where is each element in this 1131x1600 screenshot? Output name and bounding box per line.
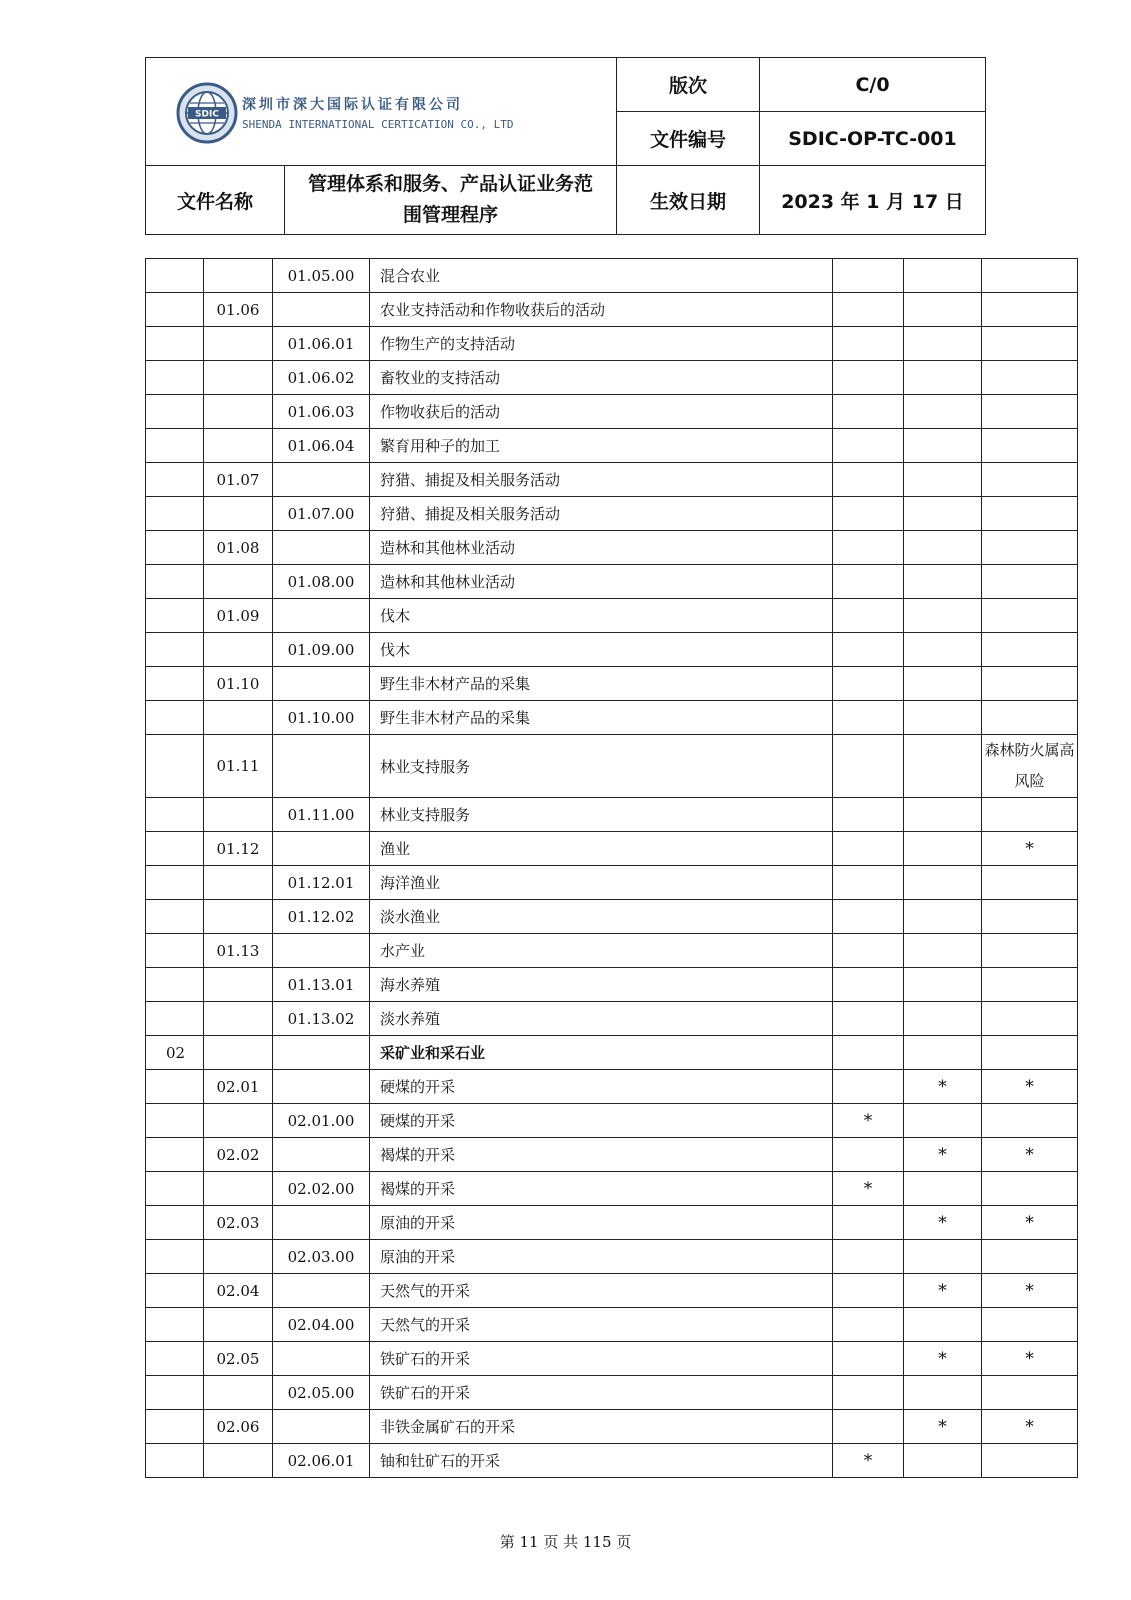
division-code — [204, 633, 273, 667]
company-logo-cell — [146, 58, 617, 166]
table-row — [146, 565, 1078, 599]
section-code — [146, 798, 204, 832]
mark-col-1 — [833, 565, 904, 599]
section-code — [146, 1002, 204, 1036]
division-code — [204, 1104, 273, 1138]
table-row — [146, 1308, 1078, 1342]
class-code: 01.07.00 — [273, 497, 370, 531]
page-footer: 第 11 页 共 115 页 — [499, 1533, 632, 1551]
mark-col-2: * — [904, 1342, 982, 1376]
mark-col-2 — [904, 497, 982, 531]
mark-col-1 — [833, 798, 904, 832]
division-code — [204, 1240, 273, 1274]
mark-col-2: * — [904, 1138, 982, 1172]
table-row — [146, 1002, 1078, 1036]
section-code: 02 — [146, 1036, 204, 1070]
section-code — [146, 1410, 204, 1444]
table-row — [146, 463, 1078, 497]
mark-col-1 — [833, 667, 904, 701]
section-code — [146, 1274, 204, 1308]
mark-col-3 — [982, 429, 1078, 463]
mark-col-2 — [904, 735, 982, 798]
mark-col-1 — [833, 463, 904, 497]
mark-col-1 — [833, 1206, 904, 1240]
class-code: 01.11.00 — [273, 798, 370, 832]
docname-label: 文件名称 — [146, 166, 285, 235]
class-code — [273, 735, 370, 798]
table-row — [146, 866, 1078, 900]
division-code — [204, 361, 273, 395]
mark-col-3 — [982, 667, 1078, 701]
division-code — [204, 968, 273, 1002]
mark-col-2 — [904, 866, 982, 900]
class-code — [273, 667, 370, 701]
mark-col-2 — [904, 463, 982, 497]
activity-name: 野生非木材产品的采集 — [370, 667, 833, 701]
class-code: 01.05.00 — [273, 259, 370, 293]
mark-col-1 — [833, 1070, 904, 1104]
docno-value: SDIC-OP-TC-001 — [760, 112, 986, 166]
division-code: 02.04 — [204, 1274, 273, 1308]
table-row — [146, 667, 1078, 701]
class-code — [273, 1342, 370, 1376]
activity-name: 农业支持活动和作物收获后的活动 — [370, 293, 833, 327]
mark-col-1 — [833, 1410, 904, 1444]
activity-name: 造林和其他林业活动 — [370, 531, 833, 565]
activity-name: 伐木 — [370, 633, 833, 667]
activity-name: 原油的开采 — [370, 1240, 833, 1274]
activity-name: 天然气的开采 — [370, 1274, 833, 1308]
table-row — [146, 832, 1078, 866]
mark-col-3 — [982, 1172, 1078, 1206]
mark-col-1 — [833, 1138, 904, 1172]
activity-name: 铀和钍矿石的开采 — [370, 1444, 833, 1478]
activity-name: 铁矿石的开采 — [370, 1376, 833, 1410]
section-code — [146, 463, 204, 497]
class-code: 02.03.00 — [273, 1240, 370, 1274]
class-code: 01.06.04 — [273, 429, 370, 463]
division-code: 02.03 — [204, 1206, 273, 1240]
class-code: 02.02.00 — [273, 1172, 370, 1206]
table-row — [146, 1410, 1078, 1444]
mark-col-2 — [904, 1308, 982, 1342]
activity-name: 混合农业 — [370, 259, 833, 293]
mark-col-3 — [982, 463, 1078, 497]
division-code — [204, 395, 273, 429]
mark-col-3: * — [982, 1342, 1078, 1376]
mark-col-3: * — [982, 1410, 1078, 1444]
section-code — [146, 395, 204, 429]
mark-col-3 — [982, 968, 1078, 1002]
mark-col-3 — [982, 599, 1078, 633]
mark-col-3 — [982, 395, 1078, 429]
table-row — [146, 293, 1078, 327]
activity-name: 淡水养殖 — [370, 1002, 833, 1036]
mark-col-3 — [982, 1036, 1078, 1070]
mark-col-3: 森林防火属高风险 — [982, 735, 1078, 798]
class-code — [273, 1138, 370, 1172]
mark-col-3 — [982, 934, 1078, 968]
activity-name: 原油的开采 — [370, 1206, 833, 1240]
mark-col-2 — [904, 395, 982, 429]
mark-col-2 — [904, 293, 982, 327]
division-code: 01.08 — [204, 531, 273, 565]
division-code — [204, 259, 273, 293]
mark-col-2 — [904, 1444, 982, 1478]
class-code: 02.04.00 — [273, 1308, 370, 1342]
class-code — [273, 1410, 370, 1444]
section-code — [146, 497, 204, 531]
mark-col-3 — [982, 798, 1078, 832]
mark-col-2: * — [904, 1206, 982, 1240]
table-row — [146, 1036, 1078, 1070]
mark-col-2 — [904, 259, 982, 293]
division-code — [204, 1444, 273, 1478]
table-row — [146, 633, 1078, 667]
table-row — [146, 1104, 1078, 1138]
mark-col-1 — [833, 293, 904, 327]
table-row — [146, 1070, 1078, 1104]
division-code: 01.09 — [204, 599, 273, 633]
section-code — [146, 361, 204, 395]
mark-col-3 — [982, 293, 1078, 327]
effective-date-label: 生效日期 — [617, 166, 760, 235]
mark-col-1 — [833, 900, 904, 934]
table-row — [146, 361, 1078, 395]
mark-col-3: * — [982, 1274, 1078, 1308]
activity-name: 褐煤的开采 — [370, 1172, 833, 1206]
class-code — [273, 531, 370, 565]
mark-col-2 — [904, 327, 982, 361]
section-code — [146, 1342, 204, 1376]
section-code — [146, 934, 204, 968]
section-code — [146, 1070, 204, 1104]
division-code: 02.05 — [204, 1342, 273, 1376]
mark-col-2 — [904, 968, 982, 1002]
mark-col-2: * — [904, 1070, 982, 1104]
class-code: 01.06.03 — [273, 395, 370, 429]
effective-date-value: 2023 年 1 月 17 日 — [760, 166, 986, 235]
mark-col-3 — [982, 531, 1078, 565]
mark-col-2 — [904, 1240, 982, 1274]
class-code — [273, 934, 370, 968]
mark-col-2 — [904, 565, 982, 599]
activity-name: 硬煤的开采 — [370, 1104, 833, 1138]
mark-col-3: * — [982, 1070, 1078, 1104]
activity-name: 淡水渔业 — [370, 900, 833, 934]
mark-col-1 — [833, 429, 904, 463]
mark-col-2 — [904, 1002, 982, 1036]
mark-col-2 — [904, 934, 982, 968]
class-code: 01.13.02 — [273, 1002, 370, 1036]
class-code — [273, 1274, 370, 1308]
activity-name: 伐木 — [370, 599, 833, 633]
section-code — [146, 866, 204, 900]
mark-col-1 — [833, 832, 904, 866]
mark-col-1 — [833, 1240, 904, 1274]
mark-col-2 — [904, 361, 982, 395]
table-row — [146, 1138, 1078, 1172]
mark-col-3 — [982, 1104, 1078, 1138]
division-code — [204, 429, 273, 463]
class-code — [273, 1070, 370, 1104]
section-code — [146, 900, 204, 934]
mark-col-2 — [904, 531, 982, 565]
mark-col-1 — [833, 701, 904, 735]
section-code — [146, 599, 204, 633]
logo-text: SDIC — [195, 109, 219, 120]
activity-name: 采矿业和采石业 — [370, 1036, 833, 1070]
mark-col-1 — [833, 599, 904, 633]
division-code — [204, 1308, 273, 1342]
mark-col-2 — [904, 1376, 982, 1410]
mark-col-3: * — [982, 1206, 1078, 1240]
mark-col-1 — [833, 1002, 904, 1036]
mark-col-3 — [982, 565, 1078, 599]
company-name-cn: 深圳市深大国际认证有限公司 — [242, 97, 463, 113]
division-code — [204, 1172, 273, 1206]
activity-name: 海水养殖 — [370, 968, 833, 1002]
mark-col-3 — [982, 633, 1078, 667]
activity-name: 造林和其他林业活动 — [370, 565, 833, 599]
table-row — [146, 1172, 1078, 1206]
mark-col-3 — [982, 1002, 1078, 1036]
mark-col-2 — [904, 667, 982, 701]
mark-col-3 — [982, 259, 1078, 293]
activity-name: 作物生产的支持活动 — [370, 327, 833, 361]
division-code: 02.02 — [204, 1138, 273, 1172]
mark-col-3: * — [982, 832, 1078, 866]
section-code — [146, 565, 204, 599]
division-code — [204, 866, 273, 900]
mark-col-2 — [904, 599, 982, 633]
activity-name: 海洋渔业 — [370, 866, 833, 900]
mark-col-3 — [982, 866, 1078, 900]
mark-col-1 — [833, 866, 904, 900]
division-code: 02.01 — [204, 1070, 273, 1104]
division-code: 01.10 — [204, 667, 273, 701]
section-code — [146, 735, 204, 798]
section-code — [146, 968, 204, 1002]
section-code — [146, 1240, 204, 1274]
section-code — [146, 1104, 204, 1138]
division-code — [204, 1002, 273, 1036]
section-code — [146, 259, 204, 293]
class-code: 02.01.00 — [273, 1104, 370, 1138]
section-code — [146, 832, 204, 866]
mark-col-3 — [982, 497, 1078, 531]
section-code — [146, 701, 204, 735]
class-code — [273, 293, 370, 327]
section-code — [146, 327, 204, 361]
activity-name: 铁矿石的开采 — [370, 1342, 833, 1376]
activity-name: 水产业 — [370, 934, 833, 968]
class-code — [273, 599, 370, 633]
mark-col-1 — [833, 934, 904, 968]
class-code: 01.13.01 — [273, 968, 370, 1002]
section-code — [146, 1206, 204, 1240]
mark-col-2 — [904, 701, 982, 735]
class-code: 01.08.00 — [273, 565, 370, 599]
mark-col-2 — [904, 633, 982, 667]
sdic-globe-logo-icon — [176, 82, 238, 144]
mark-col-1 — [833, 531, 904, 565]
division-code — [204, 701, 273, 735]
mark-col-1 — [833, 735, 904, 798]
division-code — [204, 565, 273, 599]
mark-col-1 — [833, 633, 904, 667]
mark-col-2 — [904, 1036, 982, 1070]
version-label: 版次 — [617, 58, 760, 112]
table-row — [146, 701, 1078, 735]
mark-col-1 — [833, 1036, 904, 1070]
mark-col-2 — [904, 1104, 982, 1138]
table-row — [146, 934, 1078, 968]
activity-name: 野生非木材产品的采集 — [370, 701, 833, 735]
section-code — [146, 1376, 204, 1410]
division-code — [204, 327, 273, 361]
division-code: 01.11 — [204, 735, 273, 798]
division-code: 01.12 — [204, 832, 273, 866]
class-code — [273, 1206, 370, 1240]
mark-col-1 — [833, 361, 904, 395]
table-row — [146, 798, 1078, 832]
table-row — [146, 1444, 1078, 1478]
mark-col-3 — [982, 1444, 1078, 1478]
section-code — [146, 1172, 204, 1206]
table-row — [146, 599, 1078, 633]
mark-col-3 — [982, 1376, 1078, 1410]
division-code — [204, 798, 273, 832]
section-code — [146, 429, 204, 463]
division-code: 01.06 — [204, 293, 273, 327]
docname-line1: 管理体系和服务、产品认证业务范 — [307, 173, 593, 195]
section-code — [146, 667, 204, 701]
table-row — [146, 900, 1078, 934]
activity-name: 繁育用种子的加工 — [370, 429, 833, 463]
mark-col-1: * — [833, 1172, 904, 1206]
mark-col-1 — [833, 1342, 904, 1376]
mark-col-1 — [833, 497, 904, 531]
table-row — [146, 395, 1078, 429]
mark-col-1 — [833, 1376, 904, 1410]
scope-code-table — [145, 258, 1078, 1478]
mark-col-2 — [904, 429, 982, 463]
table-row — [146, 497, 1078, 531]
class-code — [273, 463, 370, 497]
section-code — [146, 1138, 204, 1172]
activity-name: 狩猎、捕捉及相关服务活动 — [370, 463, 833, 497]
mark-col-1 — [833, 1308, 904, 1342]
mark-col-1 — [833, 327, 904, 361]
table-row — [146, 259, 1078, 293]
mark-col-2: * — [904, 1410, 982, 1444]
division-code: 01.13 — [204, 934, 273, 968]
division-code: 02.06 — [204, 1410, 273, 1444]
activity-name: 狩猎、捕捉及相关服务活动 — [370, 497, 833, 531]
section-code — [146, 1444, 204, 1478]
activity-name: 非铁金属矿石的开采 — [370, 1410, 833, 1444]
table-row — [146, 1376, 1078, 1410]
mark-col-2: * — [904, 1274, 982, 1308]
class-code: 02.05.00 — [273, 1376, 370, 1410]
activity-name: 作物收获后的活动 — [370, 395, 833, 429]
activity-name: 畜牧业的支持活动 — [370, 361, 833, 395]
mark-col-1 — [833, 395, 904, 429]
activity-name: 林业支持服务 — [370, 735, 833, 798]
table-row — [146, 968, 1078, 1002]
table-row — [146, 429, 1078, 463]
table-row — [146, 1206, 1078, 1240]
section-code — [146, 293, 204, 327]
class-code: 01.10.00 — [273, 701, 370, 735]
table-row — [146, 1274, 1078, 1308]
mark-col-1: * — [833, 1104, 904, 1138]
division-code — [204, 1376, 273, 1410]
activity-name: 林业支持服务 — [370, 798, 833, 832]
mark-col-3 — [982, 1308, 1078, 1342]
class-code — [273, 832, 370, 866]
mark-col-3 — [982, 900, 1078, 934]
section-code — [146, 531, 204, 565]
activity-name: 渔业 — [370, 832, 833, 866]
mark-col-2 — [904, 832, 982, 866]
table-row — [146, 1342, 1078, 1376]
class-code: 01.06.02 — [273, 361, 370, 395]
docname-value — [285, 166, 617, 235]
mark-col-3 — [982, 361, 1078, 395]
company-name-en: SHENDA INTERNATIONAL CERTICATION CO., LTD — [242, 118, 514, 131]
table-row — [146, 531, 1078, 565]
mark-col-2 — [904, 798, 982, 832]
class-code: 01.12.02 — [273, 900, 370, 934]
activity-name: 硬煤的开采 — [370, 1070, 833, 1104]
section-code — [146, 633, 204, 667]
docno-label: 文件编号 — [617, 112, 760, 166]
version-value: C/0 — [760, 58, 986, 112]
class-code: 01.12.01 — [273, 866, 370, 900]
division-code: 01.07 — [204, 463, 273, 497]
division-code — [204, 1036, 273, 1070]
mark-col-2 — [904, 900, 982, 934]
activity-name: 褐煤的开采 — [370, 1138, 833, 1172]
mark-col-1 — [833, 259, 904, 293]
table-row — [146, 1240, 1078, 1274]
mark-col-3 — [982, 1240, 1078, 1274]
table-row — [146, 735, 1078, 798]
mark-col-3 — [982, 701, 1078, 735]
mark-col-1 — [833, 1274, 904, 1308]
class-code: 02.06.01 — [273, 1444, 370, 1478]
table-row — [146, 327, 1078, 361]
mark-col-3: * — [982, 1138, 1078, 1172]
section-code — [146, 1308, 204, 1342]
mark-col-2 — [904, 1172, 982, 1206]
division-code — [204, 497, 273, 531]
mark-col-1: * — [833, 1444, 904, 1478]
activity-name: 天然气的开采 — [370, 1308, 833, 1342]
class-code — [273, 1036, 370, 1070]
mark-col-1 — [833, 968, 904, 1002]
division-code — [204, 900, 273, 934]
class-code: 01.06.01 — [273, 327, 370, 361]
docname-line2: 围管理程序 — [402, 204, 498, 226]
class-code: 01.09.00 — [273, 633, 370, 667]
mark-col-3 — [982, 327, 1078, 361]
